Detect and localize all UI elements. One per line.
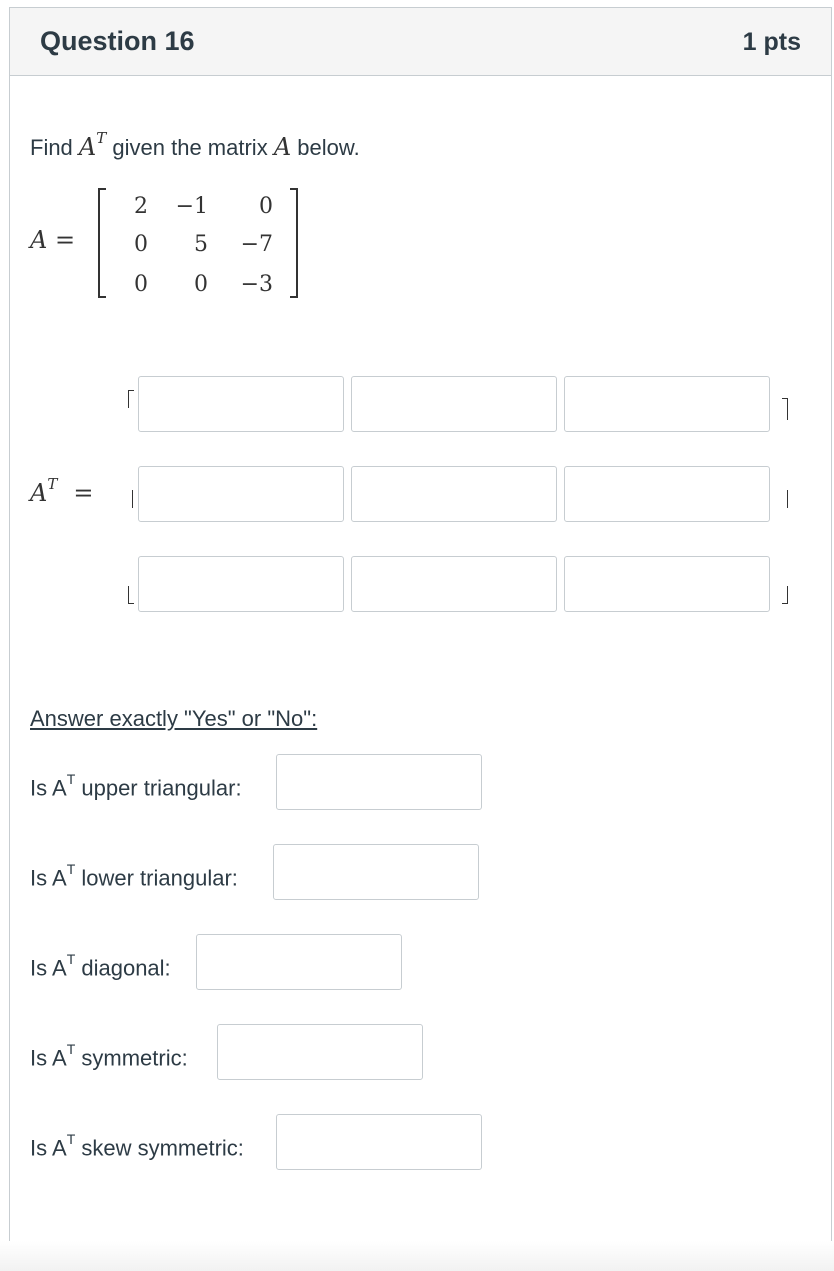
skew-symmetric-input[interactable] — [276, 1114, 482, 1170]
prompt-given: given the matrix — [112, 135, 268, 160]
transpose-input-r2c3[interactable] — [564, 466, 770, 522]
prompt-matrix-var2: A — [273, 133, 292, 161]
transpose-input-r1c3[interactable] — [564, 376, 770, 432]
transpose-input-r3c3[interactable] — [564, 556, 770, 612]
transpose-input-r2c1[interactable] — [138, 466, 344, 522]
question-header — [10, 8, 831, 76]
lower-triangular-label: Is $A^T$ lower triangular: — [30, 861, 238, 891]
question-title: Question 16 — [40, 26, 195, 56]
upper-triangular-label: Is $A^T$ upper triangular: — [30, 771, 242, 801]
upper-triangular-input[interactable] — [276, 754, 482, 810]
grid-bracket-bottom-left — [128, 586, 134, 604]
matrix-a — [98, 188, 298, 300]
transpose-input-r2c2[interactable] — [351, 466, 557, 522]
grid-bracket-top-right — [782, 398, 788, 420]
grid-bracket-mid-right — [787, 490, 788, 508]
transpose-input-r1c2[interactable] — [351, 376, 557, 432]
footer-shade — [0, 1241, 834, 1271]
matrix-cell: 0 — [134, 232, 148, 257]
symmetric-input[interactable] — [217, 1024, 423, 1080]
prompt-find: Find — [30, 135, 73, 160]
matrix-cell: −7 — [240, 232, 273, 257]
skew-symmetric-label: Is $A^T$ skew symmetric: — [30, 1131, 244, 1161]
transpose-input-r3c2[interactable] — [351, 556, 557, 612]
question-prompt — [30, 129, 360, 161]
diagonal-input[interactable] — [196, 934, 402, 990]
diagonal-label: Is $A^T$ diagonal: — [30, 951, 171, 981]
transpose-label: $A^T$ = — [30, 475, 94, 507]
question-points: 1 pts — [742, 28, 801, 56]
grid-bracket-mid-left — [132, 490, 133, 508]
symmetric-label: Is $A^T$ symmetric: — [30, 1041, 188, 1071]
matrix-cell: −1 — [175, 194, 208, 219]
matrix-a-label: A = — [30, 226, 76, 254]
matrix-cell: 0 — [134, 272, 148, 297]
matrix-cell: 0 — [194, 272, 208, 297]
prompt-matrix-var: $A^T$ — [78, 129, 107, 161]
matrix-cell: 0 — [259, 194, 273, 219]
transpose-input-r1c1[interactable] — [138, 376, 344, 432]
grid-bracket-bottom-right — [782, 586, 788, 604]
matrix-cell: 5 — [194, 232, 208, 257]
prompt-below: below. — [297, 135, 360, 160]
grid-bracket-top-left — [128, 390, 134, 408]
matrix-cell: −3 — [240, 272, 273, 297]
lower-triangular-input[interactable] — [273, 844, 479, 900]
transpose-input-r3c1[interactable] — [138, 556, 344, 612]
answer-instruction: Answer exactly "Yes" or "No": — [30, 706, 318, 731]
matrix-right-bracket — [290, 188, 298, 298]
matrix-cell: 2 — [134, 194, 148, 219]
